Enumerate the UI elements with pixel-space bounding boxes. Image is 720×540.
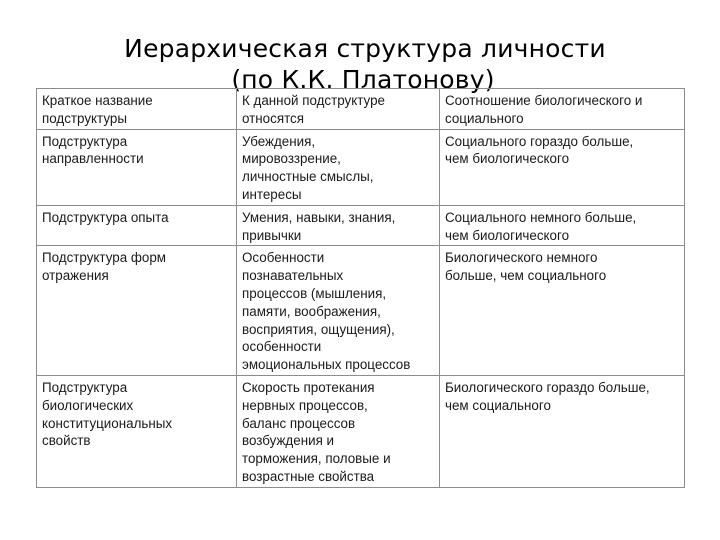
row-name-cell: Подструктура биологических конституциональных свойств xyxy=(37,375,237,487)
table-row xyxy=(37,375,685,487)
row-includes-cell: Умения, навыки, знания, привычки xyxy=(237,205,440,246)
page-subtitle: (по К.К. Платонову) xyxy=(231,65,495,94)
row-includes-cell: Скорость протекания нервных процессов, баланс процессов возбуждения и торможения, половые и возрастные свойства xyxy=(237,375,440,487)
row-ratio-cell: Социального немного больше, чем биологического xyxy=(440,205,685,246)
row-name-cell: Подструктура опыта xyxy=(37,205,237,246)
row-ratio-cell: Биологического немного больше, чем социального xyxy=(440,246,685,376)
row-ratio-cell: Биологического гораздо больше, чем социального xyxy=(440,375,685,487)
row-name-cell: Подструктура форм отражения xyxy=(37,246,237,376)
header-cell-name: Краткое название подструктуры xyxy=(37,89,237,130)
table-header-row xyxy=(37,89,685,130)
row-ratio-cell: Социального гораздо больше, чем биологического xyxy=(440,129,685,205)
personality-structure-table xyxy=(36,88,685,488)
header-cell-includes: К данной подструктуре относятся xyxy=(237,89,440,130)
row-includes-cell: Убеждения, мировоззрение, личностные смыслы, интересы xyxy=(237,129,440,205)
row-name-cell: Подструктура направленности xyxy=(37,129,237,205)
row-includes-cell: Особенности познавательных процессов (мышления, памяти, воображения, восприятия, ощущения), особенности эмоциональных процессов xyxy=(237,246,440,376)
page-title: Иерархическая структура личности xyxy=(124,34,606,63)
header-cell-ratio: Соотношение биологического и социального xyxy=(440,89,685,130)
table-row xyxy=(37,205,685,246)
table-row xyxy=(37,246,685,376)
table-row xyxy=(37,129,685,205)
